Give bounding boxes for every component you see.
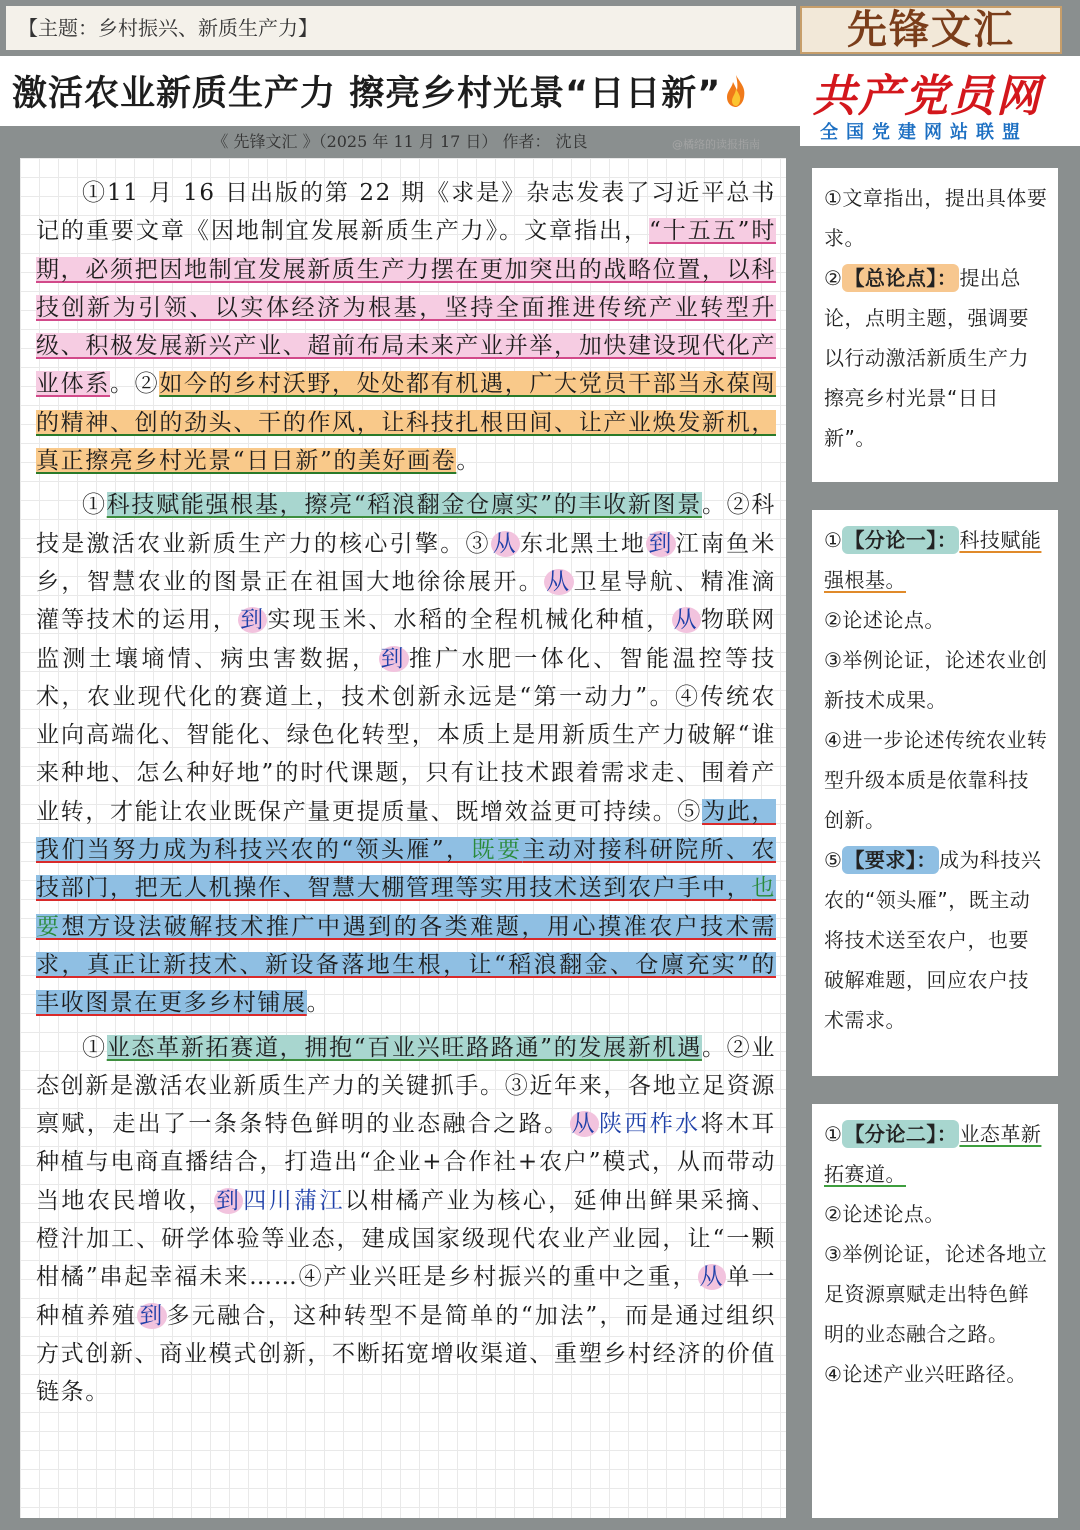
article-meta: 《 先锋文汇 》（2025 年 11 月 17 日） 作者： 沈良 xyxy=(212,132,588,151)
note-3-line-2: ②论述论点。 xyxy=(824,1202,945,1226)
article-body xyxy=(20,158,786,1518)
article-title: 激活农业新质生产力 擦亮乡村光景“日日新” xyxy=(12,74,722,114)
watermark: @橘络的读报指南 xyxy=(672,138,760,151)
paragraph-1: ①11 月 16 日出版的第 22 期《求是》杂志发表了习近平总书记的重要文章《因地制宜发展新质生产力》。文章指出，“十五五”时期，必须把因地制宜发展新质生产力摆在更加突出的战略位置，以科技创新为引领、以实体经济为根基，坚持全面推进传统产业转型升级、积极发展新兴产业、超前布局未来产业并举，加快建设现代化产业体系。②如今的乡村沃野，处处都有机遇，广大党员干部当永葆闯的精神、创的劲头、干的作风，让科技扎根田间、让产业焕发新机，真正擦亮乡村光景“日日新”的美好画卷。 xyxy=(36,180,777,475)
note-1-line-2: ② 【总论点】： 提出总论，点明主题，强调要以行动激活新质生产力擦亮乡村光景“日日新”。 xyxy=(824,266,1029,450)
note-3-line-1: ① 【分论二】： 业态革新拓赛道。 xyxy=(824,1122,1042,1186)
brand-logo-top: 先锋文汇 xyxy=(800,6,1062,54)
brand-subtitle: 全国党建网站联盟 xyxy=(820,122,1028,143)
note-1-line-1: ①文章指出，提出具体要求。 xyxy=(824,186,1048,250)
note-2-line-4: ④进一步论述传统农业转型升级本质是依靠科技创新。 xyxy=(824,728,1048,832)
note-2-line-3: ③举例论证，论述农业创新技术成果。 xyxy=(824,648,1048,712)
title-bar xyxy=(0,56,800,126)
note-box-1 xyxy=(812,168,1058,482)
paragraph-2: ①科技赋能强根基，擦亮“稻浪翻金仓廪实”的丰收新图景。②科技是激活农业新质生产力的核心引擎。③从东北黑土地到江南鱼米乡，智慧农业的图景正在祖国大地徐徐展开。从卫星导航、精准滴灌等技术的运用，到实现玉米、水稻的全程机械化种植，从物联网监测土壤墒情、病虫害数据，到推广水肥一体化、智能温控等技术，农业现代化的赛道上，技术创新永远是“第一动力”。④传统农业向高端化、智能化、绿色化转型，本质上是用新质生产力破解“谁来种地、怎么种好地”的时代课题，只有让技术跟着需求走、围着产业转，才能让农业既保产量更提质量、既增效益更可持续。⑤为此，我们当努力成为科技兴农的“领头雁”，既要主动对接科研院所、农技部门，把无人机操作、智慧大棚管理等实用技术送到农户手中，也要想方设法破解技术推广中遇到的各类难题，用心摸准农户技术需求，真正让新技术、新设备落地生根，让“稻浪翻金、仓廪充实”的丰收图景在更多乡村铺展。 xyxy=(36,492,777,1017)
brand-script: 共产党员网 xyxy=(812,71,1042,122)
note-2-line-5: ⑤ 【要求】： 成为科技兴农的“领头雁”，既主动将技术送至农户，也要破解难题，回应农户技术需求。 xyxy=(824,848,1042,1032)
flame-icon xyxy=(725,74,747,108)
note-3-line-4: ④论述产业兴旺路径。 xyxy=(824,1362,1027,1386)
note-box-2 xyxy=(812,510,1058,1076)
note-3-line-3: ③举例论证，论述各地立足资源禀赋走出特色鲜明的业态融合之路。 xyxy=(824,1242,1048,1346)
note-2-line-2: ②论述论点。 xyxy=(824,608,945,632)
topic-label: 【主题：乡村振兴、新质生产力】 xyxy=(6,6,796,50)
note-box-3 xyxy=(812,1104,1058,1518)
brand-logo xyxy=(800,56,1080,146)
paragraph-3: ①业态革新拓赛道，拥抱“百业兴旺路路通”的发展新机遇。②业态创新是激活农业新质生产力的关键抓手。③近年来，各地立足资源禀赋，走出了一条条特色鲜明的业态融合之路。从陕西柞水将木耳种植与电商直播结合，打造出“企业+合作社+农户”模式，从而带动当地农民增收，到四川蒲江以柑橘产业为核心，延伸出鲜果采摘、橙汁加工、研学体验等业态，建成国家级现代农业产业园，让“一颗柑橘”串起幸福未来……④产业兴旺是乡村振兴的重中之重，从单一种植养殖到多元融合，这种转型不是简单的“加法”，而是通过组织方式创新、商业模式创新，不断拓宽增收渠道、重塑乡村经济的价值链条。 xyxy=(36,1034,777,1406)
note-2-line-1: ① 【分论一】： 科技赋能强根基。 xyxy=(824,528,1042,592)
